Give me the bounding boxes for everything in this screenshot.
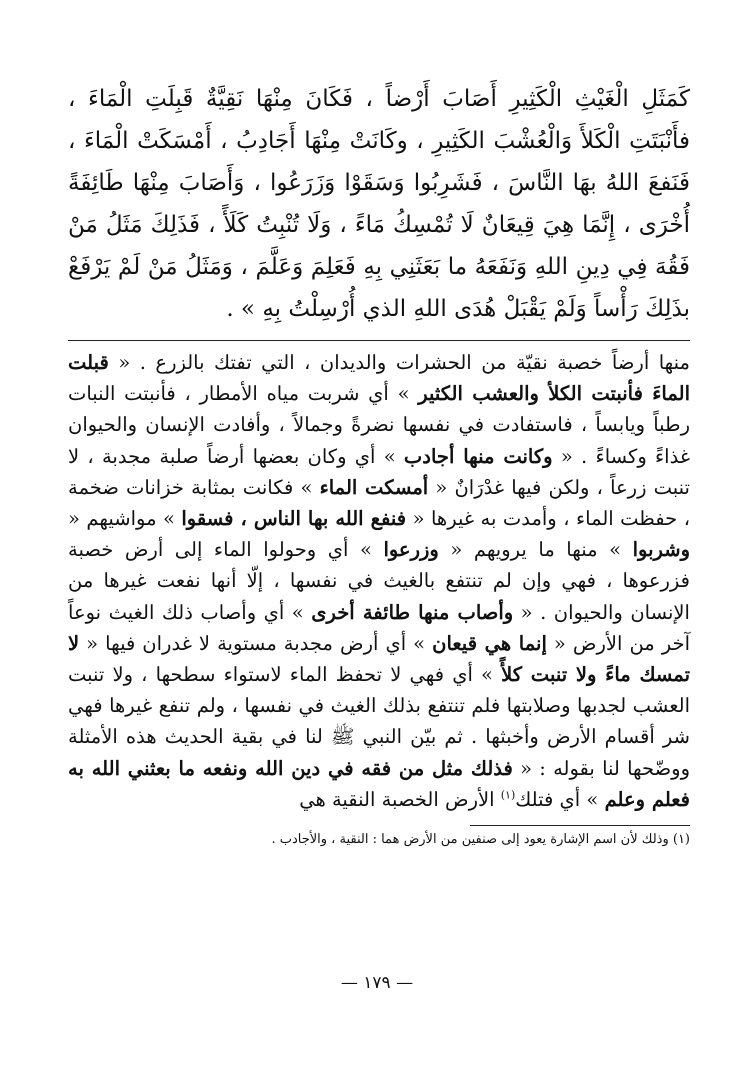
- footnote-text: (١) وذلك لأن اسم الإشارة يعود إلى صنفين من الأرض هما : النقية ، والأجادب .: [271, 832, 690, 848]
- quoted-phrase: قبلت الماءَ فأنبتت الكلأ والعشب الكثير: [68, 351, 691, 406]
- commentary-segment: » فكانت بمثابة خزانات ضخمة ، حفظت الماء ، وأمدت به غيرها «: [68, 475, 690, 531]
- commentary-segment: الأرض الخصبة النقية هي: [299, 787, 495, 811]
- commentary-segment: » منها ما يرويهم «: [450, 538, 622, 562]
- quoted-phrase: لا تمسك ماءً ولا تنبت كلأً: [68, 631, 690, 687]
- commentary-segment: منها أرضاً خصبة نقيّة من الحشرات والديدان ، التي تفتك بالزرع . «: [118, 351, 690, 374]
- hadith-text: كَمَثَلِ الْغَيْثِ الْكَثِيرِ أَصَابَ أَرْضاً ، فَكَانَ مِنْهَا نَقِيَّةٌ قَبِلَتِ الْمَاءَ ، فأَنْبَتَتِ الْكَلأَ وَالْعُشْبَ الكَثِيرِ ، وكَانَتْ مِنْهَا أَجَادِبُ ، أَمْسَكَتْ الْمَاءَ ، فَنَفعَ اللهُ بهَا النَّاسَ ، فَشَرِبُوا وَسَقَوْا وَزَرَعُوا ، وَأَصَابَ مِنْهَا طَائِفَةً أُخْرَى ، إِنَّمَا هِيَ قِيعَانٌ لَا تُمْسِكُ مَاءً ، وَلَا تُنْبِتُ كَلَأً ، فَذَلِكَ مَثَلُ مَنْ فَقُهَ فِي دِينِ اللهِ وَنَفَعَهُ ما بَعَثَنِي بِهِ فَعَلِمَ وَعَلَّمَ ، وَمَثَلُ مَنْ لَمْ يَرْفَعْ بذَلِكَ رَأْساً وَلَمْ يَقْبَلْ هُدَى اللهِ الذي أُرْسِلْتُ بِهِ » .: [68, 86, 690, 322]
- commentary-segment: » أي وكان بعضها أرضاً صلبة مجدبة ، لا تنبت زرعاً ، ولكن فيها غدْرَانٌ «: [68, 444, 690, 499]
- commentary-segment: » أي وأصاب ذلك الغيث نوعاً آخر من الأرض «: [68, 600, 691, 655]
- commentary-text: [68, 347, 690, 815]
- quoted-phrase: وزرعوا: [383, 538, 439, 562]
- section-divider: [68, 340, 690, 341]
- commentary-segment: » أي فهي لا تحفظ الماء لاستواء سطحها ، ولا تنبت العشب لجدبها وصلابتها فلم تنتفع بذلك الغيث في نفسها ، ولم تنفع غيرها فهي شر أقسام الأرض وأخبثها . ثم بيّن النبي ﷺ لنا في بقية الحديث هذه الأمثلة ووضّحها لنا بقوله : «: [68, 663, 691, 780]
- commentary-segment: » أي شربت مياه الأمطار ، فأنبتت النبات رطباً ويابساً ، فاستفادت في نفسها نضرةً وجمالاً ، وأفادت الإنسان والحيوان غذاءً وكساءً . «: [68, 382, 691, 468]
- commentary-segment: » أي فتلك: [515, 787, 599, 811]
- quoted-phrase: إنما هي قيعان: [432, 631, 547, 655]
- quoted-phrase: فنفع الله بها الناس ، فسقوا: [181, 507, 407, 531]
- commentary-segment: » أي أرض مجدبة مستوية لا غدران فيها «: [86, 631, 426, 655]
- quoted-phrase: فذلك مثل من فقه في دين الله ونفعه ما بعثني الله به فعلم وعلم: [68, 756, 690, 811]
- page: [68, 78, 690, 850]
- commentary-segment: » أي وحولوا الماء إلى أرض خصبة فزرعوها ، فهي وإن لم تنتفع بالغيث في نفسها ، إلّا أنها نفعت غيرها من الإنسان والحيوان . «: [68, 538, 690, 624]
- quoted-phrase: أمسكت الماء: [319, 475, 429, 499]
- quoted-phrase: وكانت منها أجادب: [403, 444, 553, 468]
- commentary-segment: » مواشيهم «: [68, 507, 175, 531]
- quoted-phrase: وأصاب منها طائفة أخرى: [311, 600, 514, 624]
- page-number: — ١٧٩ —: [340, 973, 414, 993]
- quoted-phrase: وشربوا: [632, 538, 691, 562]
- footnote-rule: [470, 825, 690, 826]
- footnote-marker: (١): [500, 788, 516, 802]
